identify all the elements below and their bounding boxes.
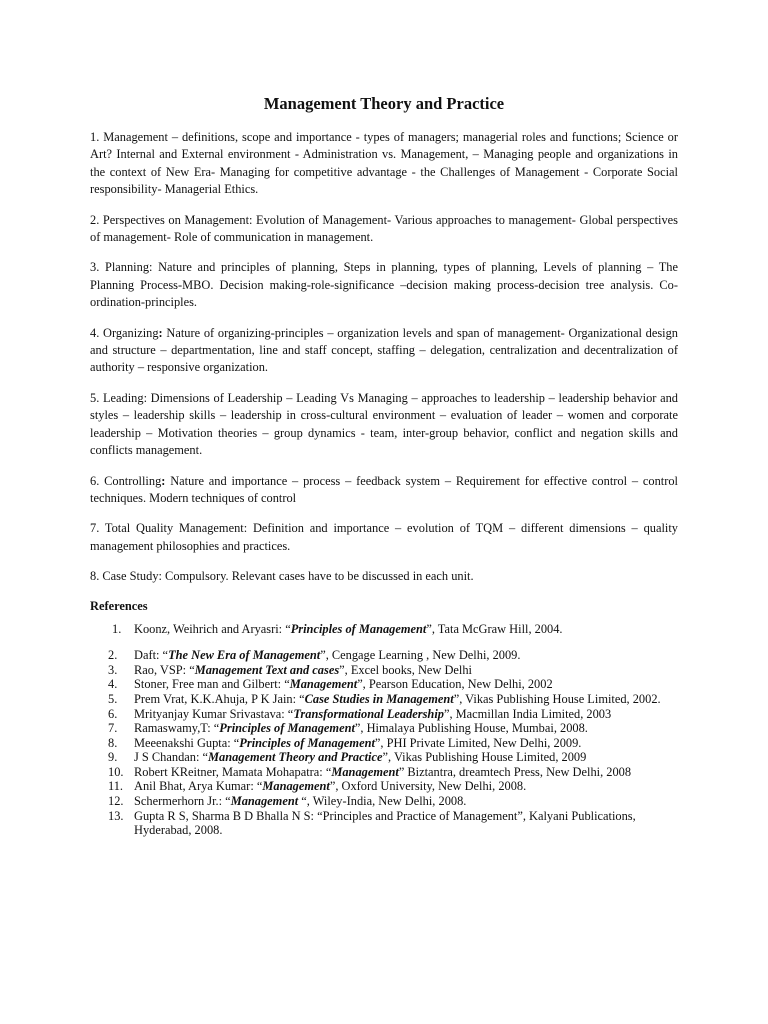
reference-publisher: ”, Pearson Education, New Delhi, 2002 (357, 677, 553, 692)
reference-number: 1. (112, 621, 122, 636)
reference-publisher: ”, PHI Private Limited, New Delhi, 2009. (374, 735, 582, 750)
reference-author: Prem Vrat, K.K.Ahuja, P K Jain: “ (134, 691, 305, 706)
reference-publisher: ”, Excel books, New Delhi (339, 662, 472, 677)
unit-text: Case Study: Compulsory. Relevant cases have to be discussed in each unit. (102, 569, 474, 584)
reference-publisher: ”, Vikas Publishing House Limited, 2009 (382, 750, 587, 765)
reference-author: Ramaswamy,T: “ (134, 721, 220, 736)
reference-item-1 (90, 622, 678, 637)
reference-book-title: Principles of Management (219, 721, 355, 736)
reference-author: J S Chandan: “ (134, 750, 208, 765)
reference-item-5 (90, 692, 678, 707)
unit-text: Leading: Dimensions of Leadership – Leading Vs Managing – approaches to leadership – leadership behavior and styles – leadership skills – leadership in cross-cultural environment – evaluation of leader – women and corporate leadership – Motivation theories – group dynamics - team, inter-group behavior, conflict and negation skills and conflicts management. (90, 390, 678, 458)
unit-text: Nature of organizing-principles – organization levels and span of management- Organizational design and structure – departmentation, line and staff concept, staffing – delegation, centralization and decentralization of authority – responsive organization. (90, 325, 678, 375)
reference-publisher: ”, Macmillan India Limited, 2003 (443, 706, 612, 721)
unit-head: Controlling (104, 473, 162, 488)
unit-number: 3. (90, 260, 100, 275)
unit-text: Total Quality Management: Definition and importance – evolution of TQM – different dimensions – quality management philosophies and practices. (90, 521, 678, 553)
reference-book-title: Principles of Management (290, 621, 427, 636)
reference-book-title: Transformational Leadership (293, 706, 444, 721)
syllabus-units (90, 129, 678, 838)
reference-number: 4. (108, 677, 118, 692)
reference-number: 8. (108, 735, 118, 750)
reference-number: 10. (108, 764, 124, 779)
reference-book-title: The New Era of Management (168, 648, 321, 663)
reference-publisher: ” Biztantra, dreamtech Press, New Delhi, 2008 (398, 764, 632, 779)
reference-number: 7. (108, 721, 118, 736)
unit-number: 8. (90, 569, 100, 584)
reference-item-12 (90, 794, 678, 809)
reference-publisher: ”, Cengage Learning , New Delhi, 2009. (320, 648, 521, 663)
reference-author: Rao, VSP: “ (134, 662, 195, 677)
reference-author: Schermerhorn Jr.: “ (134, 794, 231, 809)
reference-publisher: ”, Vikas Publishing House Limited, 2002. (453, 691, 661, 706)
reference-publisher: ”, Himalaya Publishing House, Mumbai, 2008. (354, 721, 588, 736)
reference-book-title: Management (230, 794, 299, 809)
unit-number: 4. (90, 325, 100, 340)
unit-7 (90, 520, 678, 555)
reference-author: Anil Bhat, Arya Kumar: “ (134, 779, 263, 794)
reference-item-11 (90, 779, 678, 794)
reference-number: 5. (108, 691, 118, 706)
reference-number: 9. (108, 750, 118, 765)
reference-author: Stoner, Free man and Gilbert: “ (134, 677, 290, 692)
reference-item-3 (90, 663, 678, 678)
reference-item-13 (90, 809, 678, 838)
reference-publisher: ”, Oxford University, New Delhi, 2008. (329, 779, 527, 794)
reference-number: 11. (108, 779, 124, 794)
reference-number: 6. (108, 706, 118, 721)
reference-book-title: Management Text and cases (194, 662, 340, 677)
unit-5 (90, 390, 678, 460)
unit-text: Perspectives on Management: Evolution of Management- Various approaches to management- Global perspectives of management- Role of communication in management. (90, 212, 678, 245)
reference-item-2 (90, 648, 678, 663)
reference-book-title: Management Theory and Practice (208, 750, 383, 765)
reference-item-7 (90, 721, 678, 736)
reference-publisher: ”, Tata McGraw Hill, 2004. (426, 621, 563, 636)
reference-number: 3. (108, 662, 118, 677)
unit-8 (90, 568, 678, 585)
reference-book-title: Case Studies in Management (304, 691, 454, 706)
reference-item-9 (90, 750, 678, 765)
unit-text: Nature and importance – process – feedback system – Requirement for effective control – control techniques. Modern techniques of control (90, 473, 678, 505)
reference-book-title: Management (289, 677, 358, 692)
unit-4 (90, 325, 678, 377)
reference-text (134, 622, 563, 636)
reference-book-title: Principles of Management (239, 735, 375, 750)
reference-publisher: “, Wiley-India, New Delhi, 2008. (298, 794, 467, 809)
unit-6 (90, 473, 678, 508)
reference-author: Koonz, Weihrich and Aryasri: “ (134, 621, 291, 636)
reference-author: Gupta R S, Sharma B D Bhalla N S: “Principles and Practice of Management”, Kalyani Publications, Hyderabad, 2008. (134, 808, 636, 838)
unit-number: 5. (90, 390, 100, 405)
reference-number: 13. (108, 808, 124, 823)
unit-text: Planning: Nature and principles of planning, Steps in planning, types of planning, Levels of planning – The Planning Process-MBO. Decision making-role-significance –decision making process-decision tree analysis. Co-ordination-principles. (90, 260, 678, 310)
references-list (90, 622, 678, 838)
reference-item-6 (90, 707, 678, 722)
reference-author: Robert KReitner, Mamata Mohapatra: “ (134, 764, 332, 779)
unit-2 (90, 212, 678, 247)
reference-item-8 (90, 736, 678, 751)
reference-book-title: Management (262, 779, 330, 794)
reference-book-title: Management (331, 764, 399, 779)
references-heading: References (90, 598, 148, 613)
reference-number: 2. (108, 648, 118, 663)
unit-head: Organizing (103, 325, 159, 340)
reference-author: Mrityanjay Kumar Srivastava: “ (134, 706, 294, 721)
reference-number: 12. (108, 794, 124, 809)
document-title: Management Theory and Practice (263, 94, 505, 113)
unit-head-colon: : (161, 473, 166, 488)
reference-author: Daft: “ (134, 648, 169, 663)
unit-number: 7. (90, 521, 100, 536)
reference-author: Meeenakshi Gupta: “ (134, 735, 240, 750)
unit-number: 2. (90, 212, 100, 227)
unit-number: 1. (90, 130, 100, 144)
unit-number: 6. (90, 473, 100, 488)
unit-head-colon: : (158, 325, 163, 340)
reference-item-4 (90, 677, 678, 692)
reference-item-10 (90, 765, 678, 780)
unit-text: Management – definitions, scope and importance - types of managers; managerial roles and functions; Science or Art? Internal and External environment - Administration vs. Management, – Managing people and organizations in the context of New Era- Managing for competitive advantage - the Challenges of Management - Corporate Social responsibility- Managerial Ethics. (90, 130, 678, 197)
unit-1 (90, 129, 678, 199)
unit-3 (90, 259, 678, 311)
